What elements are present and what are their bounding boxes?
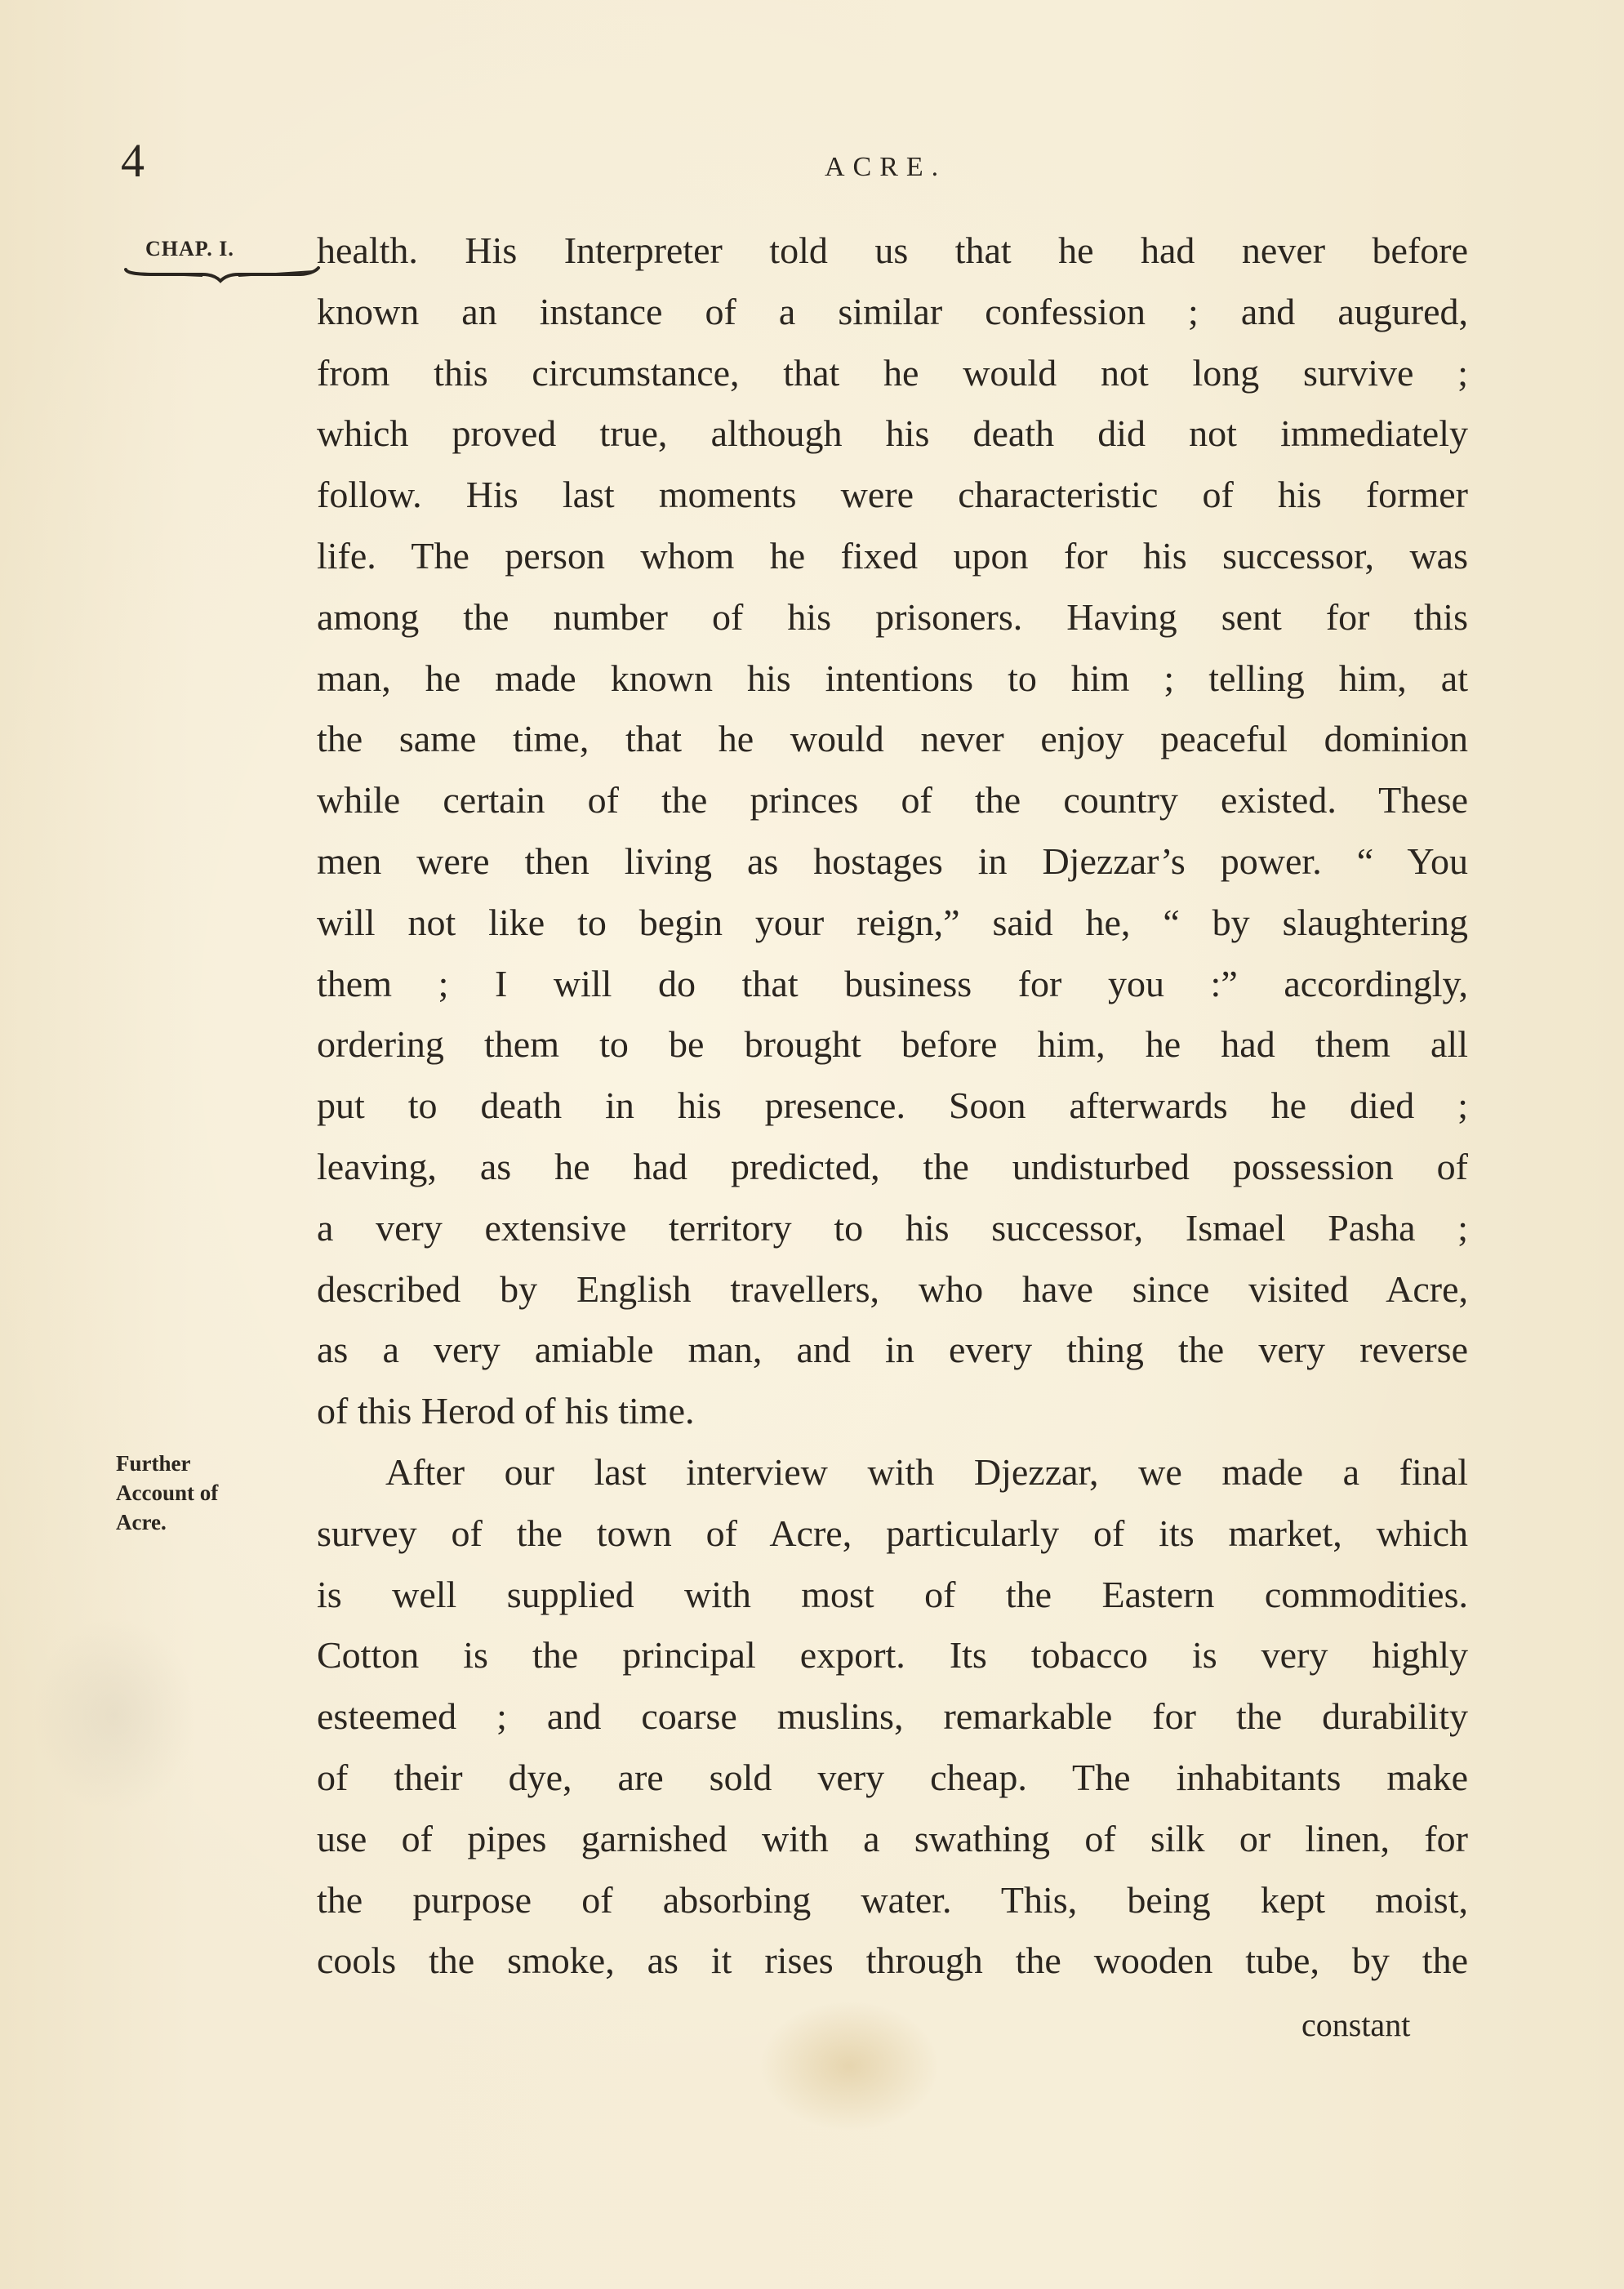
text-line: the same time, that he would never enjoy peaceful dominion [317,720,1468,760]
margin-note [116,1449,304,1537]
text-line: cools the smoke, as it rises through the wooden tube, by the [317,1942,1468,1982]
text-line: from this circumstance, that he would not long survive ; [317,354,1468,394]
text-line: is well supplied with most of the Eastern commodities. [317,1575,1468,1615]
text-line: described by English travellers, who have since visited Acre, [317,1270,1468,1310]
text-line: ordering them to be brought before him, he had them all [317,1026,1468,1066]
foxing-stain [759,2001,939,2131]
margin-note-line: Account of [116,1481,219,1505]
text-line: known an instance of a similar confession ; and augured, [317,292,1468,332]
text-line: of this Herod of his time. [317,1392,695,1432]
text-line: health. His Interpreter told us that he had never before [317,232,1468,271]
text-line: leaving, as he had predicted, the undisturbed possession of [317,1147,1468,1187]
text-line: man, he made known his intentions to him ; telling him, at [317,659,1468,699]
text-line: a very extensive territory to his successor, Ismael Pasha ; [317,1209,1468,1249]
text-line: survey of the town of Acre, particularly of its market, which [317,1514,1468,1554]
text-line: among the number of his prisoners. Having sent for this [317,598,1468,638]
running-head: ACRE. [825,152,947,182]
margin-note-line: Acre. [116,1510,167,1534]
text-line: use of pipes garnished with a swathing of silk or linen, for [317,1819,1468,1859]
text-line: of their dye, are sold very cheap. The inhabitants make [317,1758,1468,1798]
text-line: will not like to begin your reign,” said he, “ by slaughtering [317,903,1468,943]
page-number: 4 [121,134,145,187]
margin-note-line: Further [116,1451,191,1476]
text-line: life. The person whom he fixed upon for his successor, was [317,537,1468,577]
text-line: which proved true, although his death did not immediately [317,415,1468,455]
text-line: Cotton is the principal export. Its tobacco is very highly [317,1637,1468,1677]
text-line: put to death in his presence. Soon afterwards he died ; [317,1087,1468,1127]
text-line: while certain of the princes of the country existed. These [317,782,1468,822]
text-line: them ; I will do that business for you :” accordingly, [317,964,1468,1004]
text-line: After our last interview with Djezzar, we made a final [385,1453,1468,1493]
text-line: as a very amiable man, and in every thing the very reverse [317,1331,1468,1371]
paper-shadow [33,1617,196,1813]
text-line: the purpose of absorbing water. This, being kept moist, [317,1881,1468,1921]
chapter-label: CHAP. I. [145,237,234,261]
text-line: esteemed ; and coarse muslins, remarkable for the durability [317,1698,1468,1738]
chapter-ornament-rule [121,266,325,299]
text-line: men were then living as hostages in Djezzar’s power. “ You [317,842,1468,882]
catchword: constant [1301,2006,1411,2043]
body-text [317,232,1468,2003]
text-line: follow. His last moments were characteristic of his former [317,476,1468,516]
